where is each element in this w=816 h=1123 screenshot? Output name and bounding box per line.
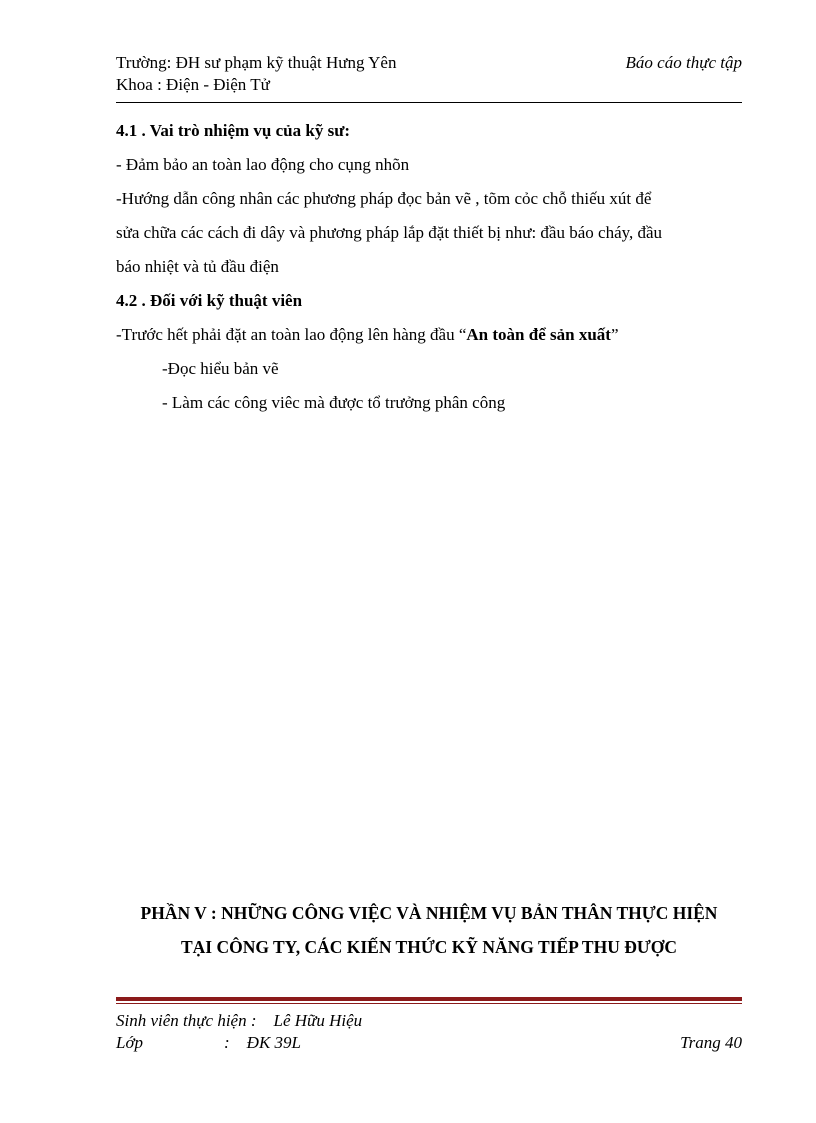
class-label: Lớp bbox=[116, 1033, 144, 1052]
header-row-2 bbox=[116, 74, 742, 96]
school-name: Trường: ĐH sư phạm kỹ thuật Hưng Yên bbox=[116, 53, 397, 72]
paragraph-3-suffix: ” bbox=[610, 325, 619, 344]
paragraph-3 bbox=[116, 318, 742, 352]
footer-row-1 bbox=[116, 1010, 742, 1032]
heading-4-2: 4.2 . Đối với kỹ thuật viên bbox=[116, 291, 303, 310]
paragraph-3-prefix: -Trước hết phải đặt an toàn lao động lên hàng đầu “ bbox=[116, 325, 467, 344]
header-row-1 bbox=[116, 52, 742, 74]
paragraph-2-line-3: báo nhiệt và tủ đầu điện bbox=[116, 257, 279, 276]
student-label: Sinh viên thực hiện : bbox=[116, 1011, 257, 1030]
section-heading-line-2: TẠI CÔNG TY, CÁC KIẾN THỨC KỸ NĂNG TIẾP THU ĐƯỢC bbox=[180, 937, 678, 957]
report-title: Báo cáo thực tập bbox=[625, 53, 742, 72]
page-content bbox=[116, 114, 742, 420]
faculty-name: Khoa : Điện - Điện Tử bbox=[116, 75, 270, 94]
paragraph-2-line-2: sửa chữa các cách đi dây và phương pháp lắp đặt thiết bị như: đầu báo cháy, đầu bbox=[116, 223, 663, 242]
student-name: Lê Hữu Hiệu bbox=[273, 1011, 363, 1030]
footer-divider bbox=[116, 997, 742, 1005]
class-value: ĐK 39L bbox=[246, 1033, 301, 1052]
footer-divider-thick bbox=[116, 997, 742, 1001]
class-separator: : bbox=[224, 1033, 230, 1052]
page-header bbox=[116, 52, 742, 102]
page-footer bbox=[116, 1010, 742, 1054]
paragraph-2-line-1: -Hướng dẫn công nhân các phương pháp đọc bản vẽ , tõm cỏc chỗ thiếu xút để bbox=[116, 189, 652, 208]
heading-4-1: 4.1 . Vai trò nhiệm vụ của kỹ sư: bbox=[116, 121, 351, 140]
section-heading-line-1: PHẦN V : NHỮNG CÔNG VIỆC VÀ NHIỆM VỤ BẢN THÂN THỰC HIỆN bbox=[140, 903, 718, 923]
list-item-1: -Đọc hiểu bản vẽ bbox=[162, 359, 279, 378]
section-heading bbox=[116, 896, 742, 964]
safety-slogan: An toàn để sản xuất bbox=[466, 325, 611, 344]
page-number: Trang 40 bbox=[680, 1033, 742, 1052]
list-item-2: - Làm các công viêc mà được tổ trưởng phân công bbox=[162, 393, 506, 412]
footer-divider-thin bbox=[116, 1003, 742, 1004]
paragraph-1: - Đảm bảo an toàn lao động cho cụng nhõn bbox=[116, 155, 410, 174]
header-divider bbox=[116, 102, 742, 103]
footer-row-2 bbox=[116, 1032, 742, 1054]
